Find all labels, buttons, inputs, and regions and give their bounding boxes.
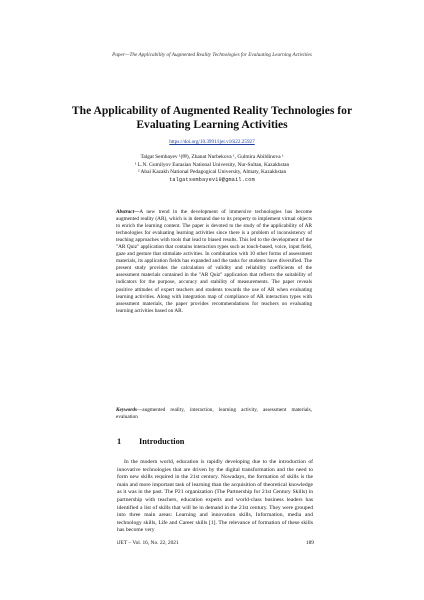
- running-head-text: —The Applicability of Augmented Reality Technologies for Evaluating Learning Activities: [124, 52, 312, 58]
- footer-page-number: 189: [305, 540, 314, 546]
- author-email[interactable]: talgatsembayev10@gmail.com: [169, 176, 255, 183]
- body-paragraph: In the modern world, education is rapidly developing due to the introduction of innovative technologies that are driven by the digital transformation and the need to form new skills required in the 21st century. Nowadays, the formation of skills is the main and more important task of learning than the acquisition of theoretical knowledge as it was in the past. The P21 organization (The Partnership for 21st Century Skills) in partnership with teachers, education experts and world-class business leaders has identified a list of skills that will be in demand in the 21st century. They were grouped into three main areas: Learning and innovation skills, Information, media and technology skills, Life and Career skills [1]. The relevance of formation of these skills has become very: [117, 459, 313, 534]
- keywords-label: Keywords: [116, 407, 137, 413]
- paper-title: The Applicability of Augmented Reality Technologies for Evaluating Learning Activities: [71, 104, 353, 131]
- affiliation-1: ¹ L.N. Gumilyov Eurasian National University, Nur-Sultan, Kazakhstan: [134, 161, 290, 168]
- keywords: [116, 407, 312, 421]
- keywords-text: —augmented reality, interaction, learning activity, assessment materials, evaluation: [116, 407, 312, 421]
- abstract-label: Abstract—: [116, 209, 140, 215]
- section-title: Introduction: [139, 437, 185, 446]
- abstract: [116, 209, 312, 315]
- section-number: 1: [117, 437, 122, 446]
- author-names: Talgat Sembayev ¹(✉), Zhanat Nurbekova ¹, Gulmira Abildinova ¹: [140, 154, 284, 160]
- author-block: [0, 154, 424, 184]
- running-head: [0, 52, 424, 58]
- footer-journal: iJET ‒ Vol. 16, No. 22, 2021: [117, 540, 179, 546]
- abstract-text: A new trend in the development of immersive technologies has become augmented reality (AR), which is in demand due to its property to implement virtual objects to enrich the learning content. The paper is devoted to the study of the applicability of AR technologies for evaluating learning activities since there is a problem of inconsistency of teaching approaches with tools that lead to biased results. This led to the development of the "AR Quiz" application that contains interaction types such as touch-based, voice, input field, gaze and gesture that stimulate activities. In combination with 10 other forms of assessment materials, its application fields has expanded and the tasks for students have diversified. The present study provides the calculation of validity and reliability coefficients of the assessment materials contained in the "AR Quiz" application that reflects the suitability of indicators for the purpose, accuracy and stability of measurements. The paper reveals positive attitudes of expert teachers and students towards the use of AR when evaluating learning activities. Along with integration map of compliance of AR interaction types with assessment materials, the paper provides recommendations for teachers on evaluating learning activities based on AR.: [116, 209, 312, 314]
- affiliation-2: ² Abai Kazakh National Pedagogical University, Almaty, Kazakhstan: [137, 169, 287, 176]
- doi-link[interactable]: https://doi.org/10.3991/ijet.v16i22.25927: [169, 139, 255, 145]
- running-head-label: Paper: [112, 52, 125, 58]
- section-heading: [117, 437, 184, 446]
